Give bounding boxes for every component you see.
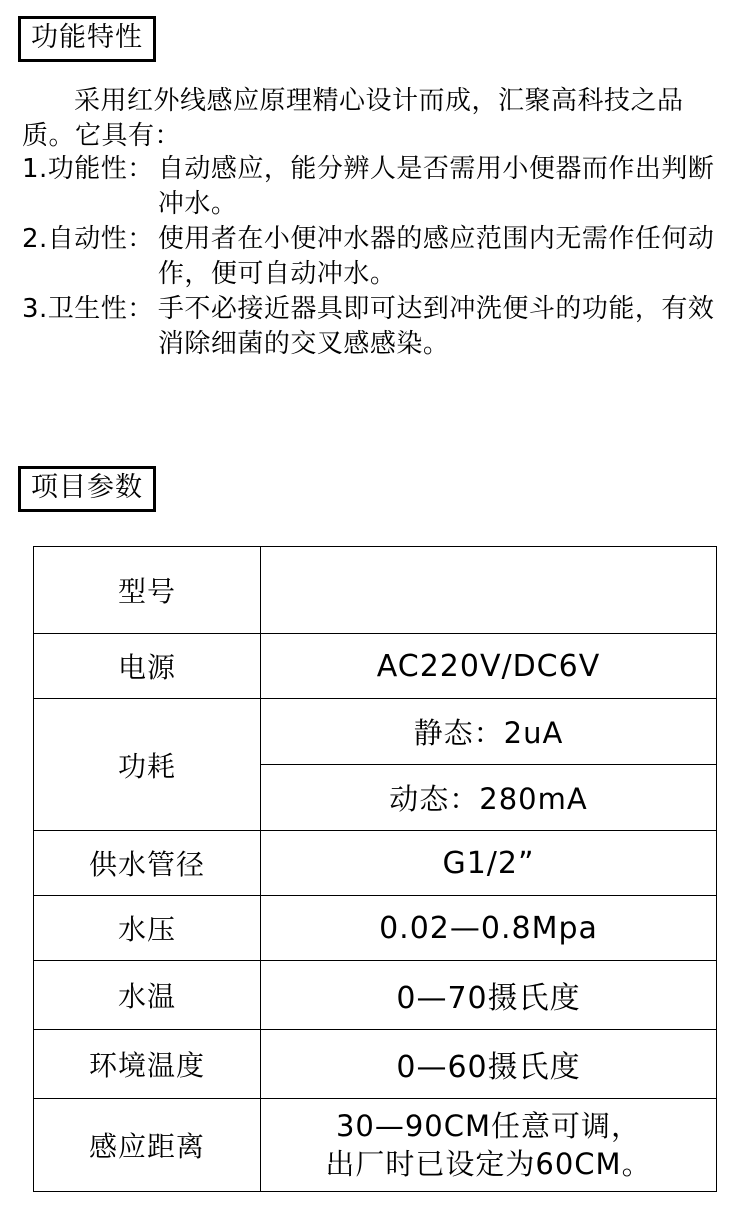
spec-value: AC220V/DC6V: [261, 634, 717, 699]
spec-label: 供水管径: [34, 831, 261, 896]
table-row: [34, 547, 717, 634]
params-heading-box: [18, 466, 156, 512]
feature-text: 使用者在小便冲水器的感应范围内无需作任何动作，便可自动冲水。: [157, 224, 715, 289]
spec-value-line1: 30—90CM任意可调，: [335, 1109, 642, 1143]
spec-label: 水温: [34, 961, 261, 1030]
intro-paragraph: [22, 84, 722, 154]
spec-label: 感应距离: [34, 1099, 261, 1192]
spec-label: 功耗: [34, 699, 261, 831]
spec-value: [261, 547, 717, 634]
spec-value-static: 静态：2uA: [261, 699, 717, 765]
spec-value: 0—60摄氏度: [261, 1030, 717, 1099]
feature-text: 手不必接近器具即可达到冲洗便斗的功能，有效消除细菌的交叉感感染。: [157, 294, 715, 359]
feature-list: [22, 152, 728, 362]
spec-value: [261, 1099, 717, 1192]
spec-label: 电源: [34, 634, 261, 699]
spec-value: 0.02—0.8Mpa: [261, 896, 717, 961]
spec-label: 水压: [34, 896, 261, 961]
features-heading-box: [18, 16, 156, 62]
table-row: [34, 1099, 717, 1192]
intro-text: 采用红外线感应原理精心设计而成，汇聚高科技之品质。它具有：: [22, 86, 684, 151]
spec-label: 型号: [34, 547, 261, 634]
feature-label: 2.自动性：: [22, 224, 154, 254]
spec-table: [33, 546, 717, 1192]
spec-value-dynamic: 动态：280mA: [261, 765, 717, 831]
spec-value: 0—70摄氏度: [261, 961, 717, 1030]
feature-label: 1.功能性：: [22, 154, 154, 184]
table-row: [34, 961, 717, 1030]
table-row: [34, 1030, 717, 1099]
list-item: [22, 152, 728, 222]
feature-label: 3.卫生性：: [22, 294, 154, 324]
feature-text: 自动感应，能分辨人是否需用小便器而作出判断冲水。: [157, 154, 715, 219]
spec-value: G1/2”: [261, 831, 717, 896]
spec-value-line2: 出厂时已设定为60CM。: [325, 1147, 652, 1181]
table-row: [34, 699, 717, 765]
params-heading: 项目参数: [18, 466, 156, 512]
list-item: [22, 292, 728, 362]
table-row: [34, 634, 717, 699]
table-row: [34, 831, 717, 896]
table-row: [34, 896, 717, 961]
list-item: [22, 222, 728, 292]
spec-label: 环境温度: [34, 1030, 261, 1099]
features-heading: 功能特性: [18, 16, 156, 62]
